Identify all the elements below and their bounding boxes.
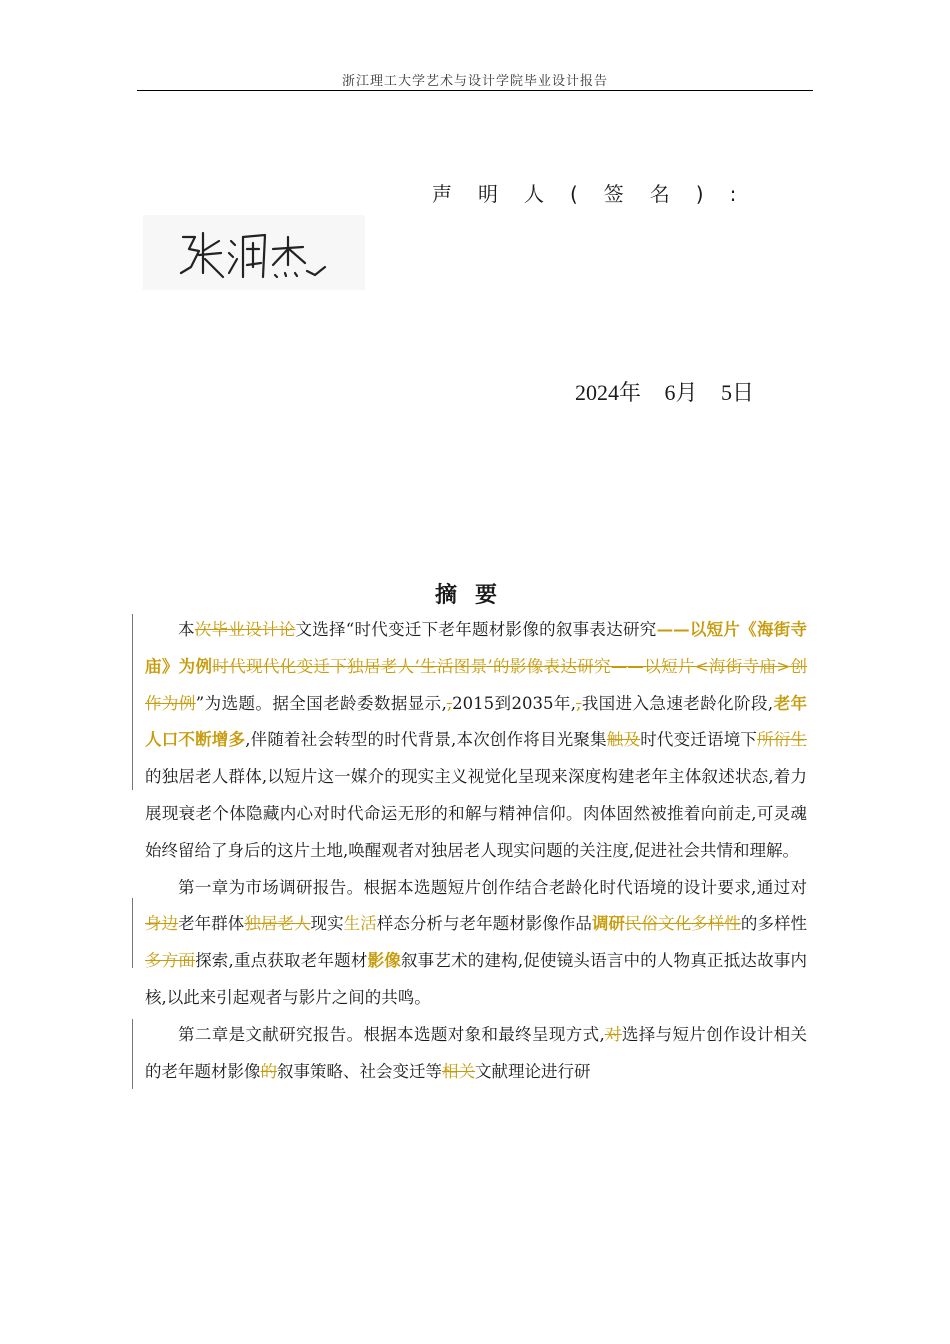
text-run: 现实	[310, 914, 344, 934]
abstract-body	[145, 612, 807, 1090]
text-run: 的多样性	[740, 914, 808, 934]
tracked-deletion: 触及	[606, 730, 641, 750]
date-day: 5日	[721, 380, 755, 405]
text-run: 叙事策略、社会变迁等	[277, 1061, 442, 1081]
text-run: 我国进入急速老龄化阶段,	[581, 693, 774, 713]
abstract-title: 摘要	[434, 583, 515, 608]
header-rule	[137, 90, 813, 91]
text-run: 本	[178, 620, 195, 639]
tracked-deletion: 独居老人	[244, 914, 311, 934]
tracked-deletion: 民俗文化多样性	[625, 914, 741, 934]
tracked-insertion: 调研	[591, 914, 626, 934]
text-run: 的独居老人群体,以短片这一媒介的现实主义视觉化呈现来深度构建老年主体叙述状态,着力展现衰老个体隐藏内心对时代命运无形的和解与精神信仰。肉体固然被推着向前走,可灵魂始终留给了身后的这片土地,唤醒观者对独居老人现实问题的关注度,促进社会共情和理解。	[145, 767, 807, 860]
text-run: 第一章为市场调研报告。根据本选题短片创作结合老龄化时代语境的设计要求,通过对	[178, 877, 807, 897]
tracked-insertion: 影像	[367, 951, 401, 971]
text-run: 2015到2035年,	[452, 693, 577, 713]
text-run: 样态分析与老年题材影像作品	[376, 914, 592, 934]
tracked-deletion: ,	[576, 693, 582, 713]
text-run: 探索,重点获取老年题材	[195, 951, 368, 971]
tracked-deletion: 多方面	[145, 951, 196, 971]
tracked-insertion: ——以短片《海街寺庙》为例	[145, 620, 808, 676]
abstract-paragraph-1	[145, 612, 807, 870]
tracked-deletion: ,	[446, 693, 453, 713]
text-run: 选择与短片创作设计相关的老年题材影像	[145, 1024, 808, 1081]
text-run: 第二章是文献研究报告。根据本选题对象和最终呈现方式,	[178, 1024, 605, 1044]
tracked-deletion: 身边	[145, 914, 179, 934]
text-run: ,伴随着社会转型的时代背景,本次创作将目光聚集	[245, 730, 607, 750]
page-header: 浙江理工大学艺术与设计学院毕业设计报告	[341, 74, 608, 89]
change-bar	[132, 614, 133, 790]
tracked-deletion: 对	[604, 1024, 622, 1044]
text-run: ”为选题。据全国老龄委数据显示,	[195, 693, 447, 713]
tracked-deletion: 的	[260, 1061, 277, 1081]
date-year: 2024年	[575, 380, 642, 405]
abstract-paragraph-3	[145, 1017, 807, 1091]
tracked-deletion: 时代现代化变迁下独居老人‘生活图景’的影像表达研究——以短片<海街寺庙>创作为例	[145, 656, 808, 713]
text-run: 文选择“时代变迁下老年题材影像的叙事表达研究	[295, 620, 657, 639]
change-bar	[132, 898, 133, 968]
handwritten-signature	[143, 215, 365, 290]
text-run: 文献理论进行研	[475, 1061, 591, 1081]
tracked-insertion: 老年人口不断增多	[145, 693, 808, 750]
tracked-deletion: 所衍生	[757, 730, 808, 750]
date-month: 6月	[664, 380, 698, 405]
tracked-deletion: 次毕业设计论	[194, 620, 296, 639]
tracked-change: 生活	[343, 914, 377, 934]
text-run: 老年群体	[178, 914, 245, 934]
text-run: 时代变迁语境下	[640, 730, 758, 750]
signature-image	[143, 215, 365, 290]
declarant-label: 声明人(签名):	[432, 182, 763, 206]
text-run: 叙事艺术的建构,促使镜头语言中的人物真正抵达故事内核,以此来引起观者与影片之间的共鸣。	[145, 951, 808, 1007]
tracked-deletion: 相关	[442, 1061, 475, 1081]
abstract-paragraph-2	[145, 870, 807, 1017]
signing-date	[575, 376, 758, 407]
change-bar	[132, 1019, 133, 1089]
